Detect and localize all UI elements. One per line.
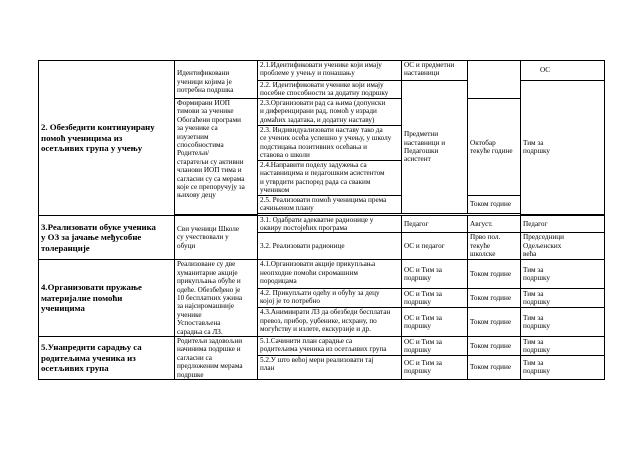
timeline-2-top [468, 61, 521, 99]
text-line: родитељима ученика из осетљивих група [260, 345, 387, 354]
text-line: у ОЗ за јачање међусобне [41, 232, 142, 243]
text-line: подршку [523, 298, 551, 307]
text-line: подстицања позитивних осећања и [260, 142, 367, 151]
monitor-4-1 [521, 260, 605, 289]
timeline-4-3 [468, 308, 521, 337]
text-line: Председници [523, 233, 564, 242]
text-line: ставова о школи [260, 151, 310, 160]
text-line: способностима [177, 141, 224, 150]
text-line: старатељи су активни [177, 157, 244, 166]
text-line: Током године [470, 341, 512, 350]
text-line: Август. [470, 219, 493, 228]
text-line: ОС и Тим за [404, 337, 442, 346]
text-line: 4.1.Организовати акције прикупљања [260, 260, 376, 269]
text-line: 5.2.У што већој мери реализовати тај [260, 355, 374, 364]
text-line: осетљивих група [41, 363, 109, 374]
timeline-5-1 [468, 336, 521, 355]
text-line: Идентификовани [177, 69, 230, 78]
monitor-4-2 [521, 289, 605, 308]
monitor-3-1 [521, 215, 605, 233]
text-line: Педагог [523, 219, 548, 228]
goal-3-lines [41, 222, 172, 254]
outcome-2a-cell [175, 61, 258, 99]
text-line: изузетним [177, 132, 209, 141]
text-line: наставници и [404, 138, 446, 147]
action-plan-table [38, 60, 605, 380]
text-line: чланови ИОП тима и [177, 166, 242, 175]
text-line: Октобар [470, 138, 496, 147]
text-line: обуци [177, 241, 196, 250]
text-line: 3.2. Реализовати радионице [260, 242, 345, 251]
text-line: Педагог [404, 219, 429, 228]
text-line: подршку [523, 345, 551, 354]
responsible-5-1 [402, 336, 468, 355]
text-line: ОС и педагог [404, 242, 445, 251]
responsible-2-1 [402, 61, 468, 81]
text-line: 2.1.Идентификовати ученике који имају [260, 61, 382, 69]
goal-2-cell [39, 61, 175, 216]
outcome-4 [175, 260, 258, 337]
goal-2-lines [41, 122, 172, 154]
text-line: 2. Обезбедити континуирану [41, 122, 155, 132]
text-line: породицама [260, 277, 297, 286]
timeline-4-1 [468, 260, 521, 289]
text-line: наставницима и педагошким асистентом [260, 169, 385, 178]
text-line: Сви ученици Школе [177, 224, 240, 233]
text-line: 4.2. Прикупљати одећу и обућу за децу [260, 289, 380, 298]
text-line: 3.Реализовати обуке ученика [41, 221, 156, 232]
text-line: 10 бесплатних ужина [177, 293, 243, 302]
text-line: 5.1.Сачинити план сарадње са [260, 336, 353, 345]
goal-5-lines [41, 342, 172, 374]
text-line: подршку [523, 274, 551, 283]
text-line: сачињеном плану [260, 204, 314, 213]
activity-2-5 [258, 196, 402, 214]
text-line: ученици којима је [177, 77, 232, 86]
text-line: проблеме у учењу и понашању [260, 69, 355, 78]
timeline-5-2 [468, 355, 521, 379]
outcome-2b-cell [175, 99, 258, 215]
outcome-2b [177, 99, 255, 200]
text-line: Током године [470, 293, 512, 302]
responsible-3-1 [402, 215, 468, 233]
text-line: подршку [404, 322, 432, 331]
text-line: за ученике са [177, 124, 218, 133]
text-line: неопходне помоћи сиромашним [260, 268, 358, 277]
activity-2-1 [258, 61, 402, 81]
text-line: ОС и предметни [404, 61, 455, 69]
text-line: толеранције [41, 242, 90, 253]
timeline-3-1 [468, 215, 521, 233]
activity-4-3 [258, 308, 402, 337]
activity-3-2 [258, 233, 402, 260]
activity-5-2 [258, 355, 402, 379]
text-line: и диференцирани рад, помоћ у изради [260, 107, 377, 116]
text-line: школске [470, 250, 496, 259]
text-line: које се препоручују за [177, 183, 245, 192]
text-line: Током године [470, 269, 512, 278]
text-line: домаћих задатака, и додатну наставу) [260, 115, 375, 124]
text-line: Током године [470, 200, 512, 209]
activity-2-3 [258, 99, 402, 126]
text-line: 4.Организовати пружање [41, 282, 142, 293]
responsible-3-2 [402, 233, 468, 260]
text-line: ОС и Тим за [404, 289, 442, 298]
text-line: асистент [404, 155, 431, 164]
text-line: помоћ ученицима из [41, 132, 123, 143]
text-line: предложеним мерама [177, 362, 243, 371]
text-line: 2.4.Направити поделу задужења са [260, 161, 367, 169]
text-line: наставници [404, 69, 440, 78]
text-line: сарадња са ЛЗ. [177, 327, 223, 336]
text-line: Тим за [523, 289, 544, 298]
text-line: Тим за [523, 265, 544, 274]
text-line: за најсиромашније [177, 302, 235, 311]
text-line: осетљивих група у учењу [41, 143, 143, 153]
activity-5-1 [258, 336, 402, 355]
text-line: 2.3.Организовати рад са њима (допунски [260, 99, 386, 107]
text-line: прикупљања обуће и [177, 277, 241, 286]
text-line: родитељима ученика из [41, 352, 136, 363]
text-line: текуће године [470, 147, 513, 155]
text-line: 2.5. Реализовати помоћ ученицима према [260, 196, 387, 204]
goal-4-cell [39, 260, 175, 337]
text-line: њихову децу [177, 191, 216, 200]
text-line: подршку [523, 367, 551, 376]
monitor-3-2 [521, 233, 605, 260]
outcome-2a [177, 69, 255, 94]
timeline-2-5 [468, 196, 521, 214]
text-line: материјалне помоћи [41, 292, 123, 303]
text-line: Педагошки [404, 147, 439, 155]
timeline-2 [468, 99, 521, 196]
text-line: којој је то потребно [260, 297, 320, 306]
text-line: већа [523, 250, 537, 259]
monitor-2-1 [521, 61, 605, 81]
text-line: могућству и излете, екскурзије и др. [260, 325, 371, 334]
timeline-3-2 [468, 233, 521, 260]
text-line: Родитељи/ [177, 149, 210, 158]
outcome-3 [175, 215, 258, 260]
text-line: сагласни су са мерама [177, 174, 245, 183]
text-line: Прво пол. [470, 233, 501, 242]
text-line: су учествовали у [177, 233, 229, 242]
activity-4-1 [258, 260, 402, 289]
monitor-5-1 [521, 336, 605, 355]
text-line: се ученик осећа успешно у учењу, у школу [260, 134, 392, 143]
text-line: Обогаћени програми [177, 115, 242, 124]
text-line: Одељенских [523, 241, 562, 250]
text-line: подршку [523, 147, 551, 156]
text-line: ученике [177, 310, 202, 319]
text-line: подршку [404, 367, 432, 376]
text-line: начинима подршке и [177, 345, 241, 354]
text-line: ОС и Тим за [404, 265, 442, 274]
responsible-4-2 [402, 289, 468, 308]
text-line: подршку [404, 345, 432, 354]
text-line: Тим за [523, 313, 544, 322]
responsible-4-3 [402, 308, 468, 337]
text-line: 2.2. Идентификовати ученике који имају [260, 81, 384, 89]
activity-3-1 [258, 215, 402, 233]
text-line: и утврдити распоред рада са сваким [260, 177, 371, 186]
text-line: ОС [540, 66, 551, 75]
responsible-4-1 [402, 260, 468, 289]
activity-2-2 [258, 81, 402, 99]
text-line: хуманитарне акције [177, 268, 238, 277]
text-line: потребна подршка [177, 86, 234, 95]
text-line: Родитељи задовољни [177, 336, 243, 345]
text-line: подршку [404, 274, 432, 283]
activity-4-2 [258, 289, 402, 308]
text-line: Формирани ИОП [177, 99, 230, 107]
text-line: посебне способности за додатну подршку [260, 89, 389, 98]
text-line: Тим за [523, 359, 544, 368]
responsible-5-2 [402, 355, 468, 379]
text-line: план [260, 364, 275, 373]
text-line: 3.1. Одабрати адекватне радионице у [260, 215, 374, 224]
text-line: одеће. Обезбеђено је [177, 285, 241, 294]
text-line: Током године [470, 363, 512, 372]
responsible-2-mid [402, 81, 468, 214]
text-line: Предметни [404, 130, 439, 139]
text-line: Реализоване су две [177, 260, 236, 269]
text-line: подршке [177, 370, 204, 379]
text-line: ОС и Тим за [404, 359, 442, 368]
text-line: учеником [260, 186, 290, 195]
text-line: Тим за [523, 138, 544, 147]
activity-2-4 [258, 161, 402, 196]
outcome-5 [175, 336, 258, 379]
text-line: 5.Унапредити сарадњу са [41, 342, 142, 353]
monitor-4-3 [521, 308, 605, 337]
text-line: превоз, прибор, уџбенике, исхрану, по [260, 316, 377, 325]
text-line: подршку [523, 322, 551, 331]
text-line: ОС и Тим за [404, 313, 442, 322]
text-line: сагласни са [177, 353, 212, 362]
text-line: 4.3.Аниминрати ЛЗ да обезбеди бесплатан [260, 308, 391, 317]
text-line: Тим за [523, 337, 544, 346]
timeline-4-2 [468, 289, 521, 308]
text-line: текуће [470, 241, 491, 250]
text-line: подршку [404, 298, 432, 307]
goal-3-cell [39, 215, 175, 260]
text-line: Током године [470, 317, 512, 326]
text-line: 2.3. Индивидуализовати наставу тако да [260, 126, 383, 134]
goal-5-cell [39, 336, 175, 379]
monitor-5-2 [521, 355, 605, 379]
activity-2-3b [258, 126, 402, 161]
text-line: оквиру постојећих програма [260, 223, 348, 232]
text-line: Успостављена [177, 319, 221, 328]
goal-4-lines [41, 282, 172, 314]
monitor-2-support [521, 81, 605, 215]
text-line: тимови за ученике [177, 107, 234, 116]
text-line: ученицима [41, 303, 85, 314]
